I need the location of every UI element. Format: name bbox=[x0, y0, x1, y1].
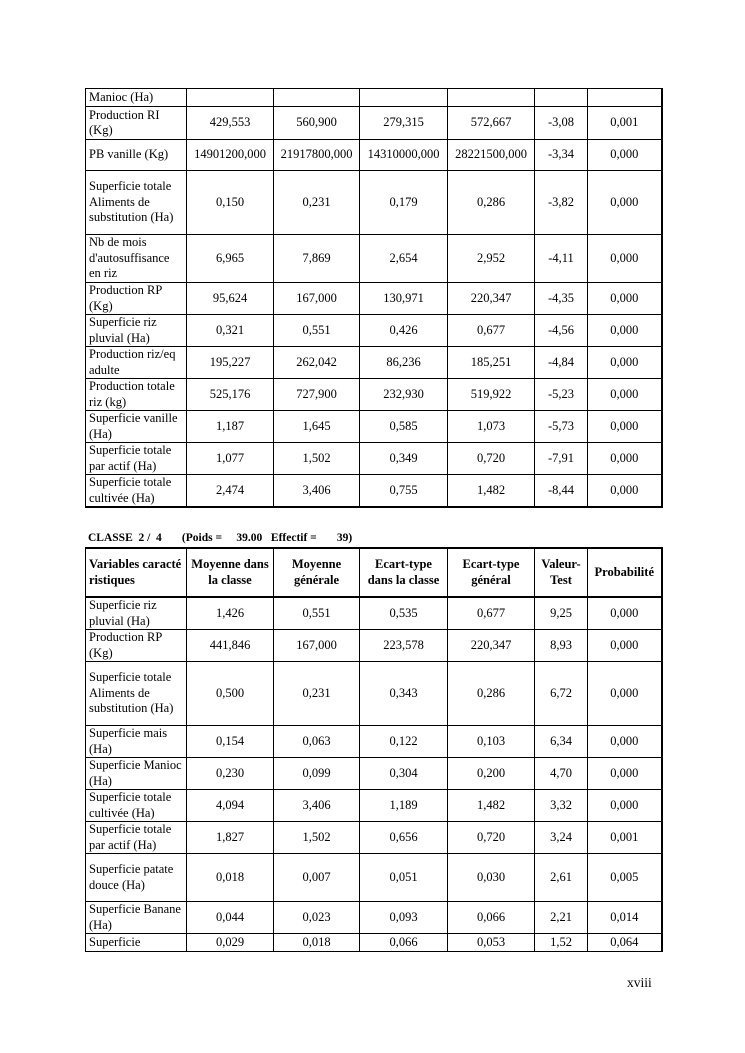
general-mean: 0,231 bbox=[274, 171, 360, 235]
class-std: 0,349 bbox=[360, 443, 448, 475]
class-std: 1,189 bbox=[360, 790, 448, 822]
variable-name: Superficie patate douce (Ha) bbox=[86, 854, 187, 902]
results-table-class-1 bbox=[85, 88, 663, 508]
table-row bbox=[86, 902, 662, 934]
general-mean: 727,900 bbox=[274, 379, 360, 411]
test-value: -5,23 bbox=[535, 379, 588, 411]
general-std: 0,200 bbox=[448, 758, 535, 790]
table-row bbox=[86, 934, 662, 952]
general-mean: 560,900 bbox=[274, 107, 360, 140]
table-row bbox=[86, 140, 662, 171]
probability: 0,000 bbox=[588, 662, 662, 726]
class-mean: 1,187 bbox=[187, 411, 274, 443]
class-mean: 1,426 bbox=[187, 597, 274, 630]
test-value: -3,82 bbox=[535, 171, 588, 235]
variable-name: Production riz/eq adulte bbox=[86, 347, 187, 379]
column-header-general-mean: Moyenne générale bbox=[274, 548, 360, 597]
variable-name: PB vanille (Kg) bbox=[86, 140, 187, 171]
class-mean: 0,029 bbox=[187, 934, 274, 952]
variable-name: Nb de mois d'autosuffisance en riz bbox=[86, 235, 187, 283]
test-value: -3,34 bbox=[535, 140, 588, 171]
probability: 0,064 bbox=[588, 934, 662, 952]
probability: 0,000 bbox=[588, 140, 662, 171]
test-value: -4,35 bbox=[535, 283, 588, 315]
table-row bbox=[86, 379, 662, 411]
general-std: 0,066 bbox=[448, 902, 535, 934]
test-value: 2,61 bbox=[535, 854, 588, 902]
test-value: -8,44 bbox=[535, 475, 588, 508]
test-value: 2,21 bbox=[535, 902, 588, 934]
test-value: 4,70 bbox=[535, 758, 588, 790]
general-std: 0,286 bbox=[448, 662, 535, 726]
probability: 0,014 bbox=[588, 902, 662, 934]
general-mean: 3,406 bbox=[274, 790, 360, 822]
probability bbox=[588, 89, 662, 107]
table-row bbox=[86, 630, 662, 662]
general-std: 0,103 bbox=[448, 726, 535, 758]
general-mean bbox=[274, 89, 360, 107]
test-value: -5,73 bbox=[535, 411, 588, 443]
class-std: 0,179 bbox=[360, 171, 448, 235]
variable-name: Superficie riz pluvial (Ha) bbox=[86, 315, 187, 347]
general-mean: 0,551 bbox=[274, 315, 360, 347]
general-std: 185,251 bbox=[448, 347, 535, 379]
results-table-class-2 bbox=[85, 547, 663, 952]
test-value: 6,72 bbox=[535, 662, 588, 726]
test-value: -7,91 bbox=[535, 443, 588, 475]
table-row bbox=[86, 107, 662, 140]
class-mean: 0,018 bbox=[187, 854, 274, 902]
class-mean: 441,846 bbox=[187, 630, 274, 662]
probability: 0,000 bbox=[588, 726, 662, 758]
table-row bbox=[86, 235, 662, 283]
general-mean: 1,502 bbox=[274, 443, 360, 475]
table-row bbox=[86, 758, 662, 790]
page-number: xviii bbox=[627, 975, 652, 990]
variable-name: Production RP (Kg) bbox=[86, 283, 187, 315]
class-header-label: CLASSE 2 / 4 (Poids = 39.00 Effectif = 39) bbox=[88, 532, 353, 544]
general-mean: 1,502 bbox=[274, 822, 360, 854]
class-std: 0,535 bbox=[360, 597, 448, 630]
probability: 0,000 bbox=[588, 758, 662, 790]
variable-name: Superficie Banane (Ha) bbox=[86, 902, 187, 934]
general-mean: 0,551 bbox=[274, 597, 360, 630]
class-mean: 2,474 bbox=[187, 475, 274, 508]
general-std: 1,482 bbox=[448, 790, 535, 822]
probability: 0,000 bbox=[588, 630, 662, 662]
class-std: 0,051 bbox=[360, 854, 448, 902]
test-value bbox=[535, 89, 588, 107]
table-row bbox=[86, 597, 662, 630]
variable-name: Manioc (Ha) bbox=[86, 89, 187, 107]
general-mean: 0,018 bbox=[274, 934, 360, 952]
general-mean: 3,406 bbox=[274, 475, 360, 508]
class-mean: 195,227 bbox=[187, 347, 274, 379]
class-mean: 6,965 bbox=[187, 235, 274, 283]
test-value: 1,52 bbox=[535, 934, 588, 952]
class-mean: 0,150 bbox=[187, 171, 274, 235]
class-std: 86,236 bbox=[360, 347, 448, 379]
class-std: 0,066 bbox=[360, 934, 448, 952]
class-mean bbox=[187, 89, 274, 107]
table-row bbox=[86, 89, 662, 107]
general-std: 0,720 bbox=[448, 443, 535, 475]
probability: 0,001 bbox=[588, 107, 662, 140]
probability: 0,000 bbox=[588, 171, 662, 235]
general-mean: 0,231 bbox=[274, 662, 360, 726]
class-std: 0,426 bbox=[360, 315, 448, 347]
probability: 0,000 bbox=[588, 475, 662, 508]
class-mean: 0,500 bbox=[187, 662, 274, 726]
probability: 0,005 bbox=[588, 854, 662, 902]
general-std: 519,922 bbox=[448, 379, 535, 411]
table-row bbox=[86, 726, 662, 758]
general-std: 0,286 bbox=[448, 171, 535, 235]
test-value: 8,93 bbox=[535, 630, 588, 662]
test-value: 6,34 bbox=[535, 726, 588, 758]
general-std: 1,073 bbox=[448, 411, 535, 443]
table-row bbox=[86, 822, 662, 854]
test-value: -3,08 bbox=[535, 107, 588, 140]
test-value: -4,56 bbox=[535, 315, 588, 347]
table-row bbox=[86, 283, 662, 315]
probability: 0,000 bbox=[588, 347, 662, 379]
general-std: 1,482 bbox=[448, 475, 535, 508]
variable-name: Production totale riz (kg) bbox=[86, 379, 187, 411]
general-std: 220,347 bbox=[448, 283, 535, 315]
variable-name: Superficie totale Aliments de substitution (Ha) bbox=[86, 171, 187, 235]
variable-name: Superficie riz pluvial (Ha) bbox=[86, 597, 187, 630]
variable-name: Superficie totale par actif (Ha) bbox=[86, 822, 187, 854]
variable-name: Superficie mais (Ha) bbox=[86, 726, 187, 758]
general-mean: 1,645 bbox=[274, 411, 360, 443]
class-std: 0,585 bbox=[360, 411, 448, 443]
table-row bbox=[86, 475, 662, 508]
general-mean: 167,000 bbox=[274, 630, 360, 662]
general-std: 572,667 bbox=[448, 107, 535, 140]
column-header-probability: Probabilité bbox=[588, 548, 662, 597]
column-header-test-value: Valeur-Test bbox=[535, 548, 588, 597]
general-std bbox=[448, 89, 535, 107]
probability: 0,000 bbox=[588, 283, 662, 315]
class-mean: 95,624 bbox=[187, 283, 274, 315]
general-mean: 167,000 bbox=[274, 283, 360, 315]
class-std: 2,654 bbox=[360, 235, 448, 283]
variable-name: Superficie totale cultivée (Ha) bbox=[86, 790, 187, 822]
class-mean: 1,077 bbox=[187, 443, 274, 475]
general-mean: 7,869 bbox=[274, 235, 360, 283]
class-std: 279,315 bbox=[360, 107, 448, 140]
class-std: 232,930 bbox=[360, 379, 448, 411]
probability: 0,000 bbox=[588, 411, 662, 443]
general-mean: 0,023 bbox=[274, 902, 360, 934]
column-header-general-std: Ecart-type général bbox=[448, 548, 535, 597]
general-std: 0,030 bbox=[448, 854, 535, 902]
class-mean: 525,176 bbox=[187, 379, 274, 411]
class-std: 223,578 bbox=[360, 630, 448, 662]
table-row bbox=[86, 171, 662, 235]
test-value: -4,11 bbox=[535, 235, 588, 283]
general-mean: 21917800,000 bbox=[274, 140, 360, 171]
class-std bbox=[360, 89, 448, 107]
class-std: 130,971 bbox=[360, 283, 448, 315]
table-header-row bbox=[86, 548, 662, 597]
variable-name: Production RP (Kg) bbox=[86, 630, 187, 662]
class-mean: 1,827 bbox=[187, 822, 274, 854]
general-std: 0,677 bbox=[448, 315, 535, 347]
table-row bbox=[86, 662, 662, 726]
column-header-variables: Variables caractéristiques bbox=[86, 548, 187, 597]
probability: 0,001 bbox=[588, 822, 662, 854]
probability: 0,000 bbox=[588, 443, 662, 475]
table-row bbox=[86, 790, 662, 822]
probability: 0,000 bbox=[588, 379, 662, 411]
general-mean: 0,063 bbox=[274, 726, 360, 758]
class-mean: 0,044 bbox=[187, 902, 274, 934]
general-std: 0,053 bbox=[448, 934, 535, 952]
class-std: 0,122 bbox=[360, 726, 448, 758]
class-mean: 0,230 bbox=[187, 758, 274, 790]
class-mean: 0,154 bbox=[187, 726, 274, 758]
general-std: 2,952 bbox=[448, 235, 535, 283]
general-mean: 0,007 bbox=[274, 854, 360, 902]
class-std: 0,304 bbox=[360, 758, 448, 790]
class-mean: 0,321 bbox=[187, 315, 274, 347]
general-std: 0,720 bbox=[448, 822, 535, 854]
variable-name: Superficie Manioc (Ha) bbox=[86, 758, 187, 790]
class-mean: 4,094 bbox=[187, 790, 274, 822]
variable-name: Superficie bbox=[86, 934, 187, 952]
probability: 0,000 bbox=[588, 597, 662, 630]
variable-name: Superficie totale cultivée (Ha) bbox=[86, 475, 187, 508]
class-mean: 14901200,000 bbox=[187, 140, 274, 171]
class-std: 0,656 bbox=[360, 822, 448, 854]
probability: 0,000 bbox=[588, 790, 662, 822]
general-std: 28221500,000 bbox=[448, 140, 535, 171]
column-header-class-std: Ecart-type dans la classe bbox=[360, 548, 448, 597]
general-mean: 0,099 bbox=[274, 758, 360, 790]
test-value: 3,24 bbox=[535, 822, 588, 854]
variable-name: Superficie vanille (Ha) bbox=[86, 411, 187, 443]
table-row bbox=[86, 411, 662, 443]
class-mean: 429,553 bbox=[187, 107, 274, 140]
general-mean: 262,042 bbox=[274, 347, 360, 379]
general-std: 0,677 bbox=[448, 597, 535, 630]
table-row bbox=[86, 347, 662, 379]
general-std: 220,347 bbox=[448, 630, 535, 662]
table-row bbox=[86, 315, 662, 347]
variable-name: Superficie totale Aliments de substitution (Ha) bbox=[86, 662, 187, 726]
probability: 0,000 bbox=[588, 315, 662, 347]
class-std: 0,093 bbox=[360, 902, 448, 934]
table-row bbox=[86, 854, 662, 902]
variable-name: Production RI (Kg) bbox=[86, 107, 187, 140]
probability: 0,000 bbox=[588, 235, 662, 283]
test-value: 3,32 bbox=[535, 790, 588, 822]
test-value: -4,84 bbox=[535, 347, 588, 379]
column-header-class-mean: Moyenne dans la classe bbox=[187, 548, 274, 597]
test-value: 9,25 bbox=[535, 597, 588, 630]
variable-name: Superficie totale par actif (Ha) bbox=[86, 443, 187, 475]
class-std: 14310000,000 bbox=[360, 140, 448, 171]
class-std: 0,343 bbox=[360, 662, 448, 726]
class-std: 0,755 bbox=[360, 475, 448, 508]
table-row bbox=[86, 443, 662, 475]
